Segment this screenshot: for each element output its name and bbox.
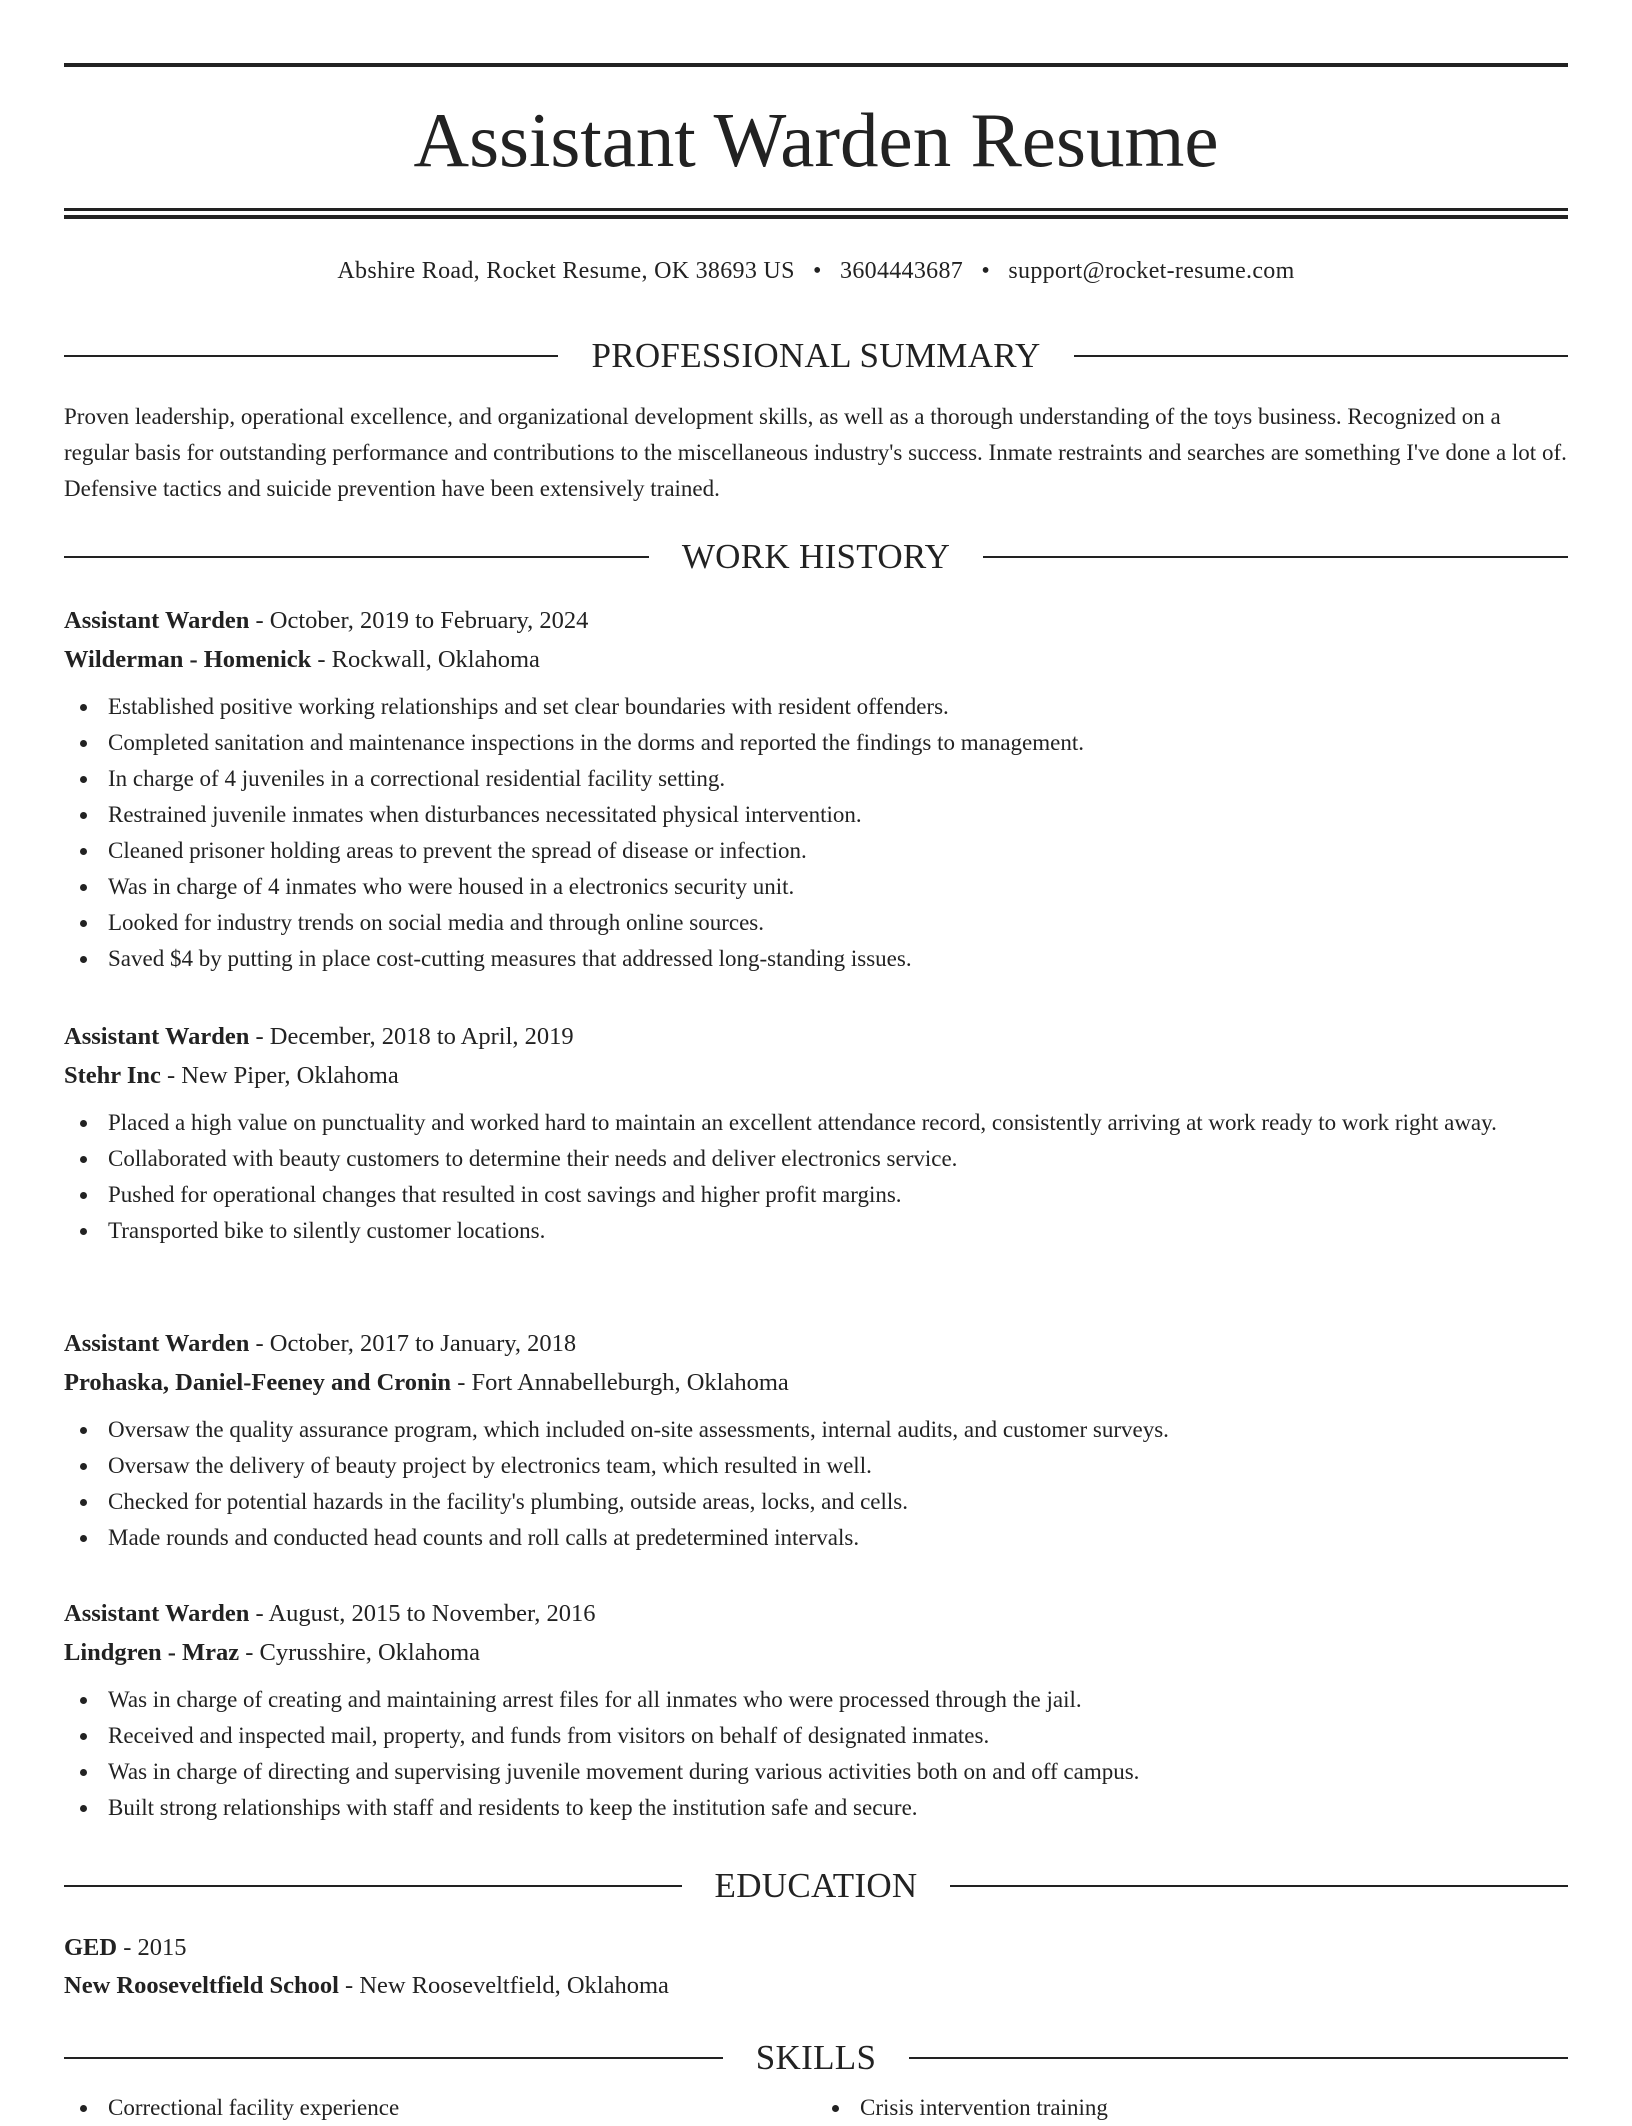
contact-line xyxy=(64,254,1568,288)
heading-rule xyxy=(64,1885,682,1887)
job-bullet: Transported bike to silently customer locations. xyxy=(108,1213,1568,1249)
skills-column xyxy=(64,2090,816,2126)
education-entry xyxy=(64,1929,1568,2005)
job-bullets xyxy=(64,689,1568,977)
summary-text: Proven leadership, operational excellence, and organizational development skills, as well as a thorough understanding of the toys business. Recognized on a regular basis for outstanding performance and contributions to the miscellaneous industry's success. Inmate restraints and searches are something I've done a lot of. Defensive tactics and suicide prevention have been extensively trained. xyxy=(64,404,1567,501)
section-heading-summary xyxy=(64,334,1568,378)
heading-rule xyxy=(64,556,649,558)
education-school-line xyxy=(64,1967,1568,2005)
contact-email: support@rocket-resume.com xyxy=(1008,258,1295,284)
job-entry xyxy=(64,1594,1568,1826)
job-bullet: Saved $4 by putting in place cost-cutting measures that addressed long-standing issues. xyxy=(108,941,1568,977)
job-title: Assistant Warden xyxy=(64,1023,250,1050)
job-title: Assistant Warden xyxy=(64,1330,250,1357)
job-dates: - October, 2019 to February, 2024 xyxy=(249,607,589,634)
job-title-line xyxy=(64,1594,1568,1633)
job-bullet: Oversaw the quality assurance program, which included on-site assessments, internal audits, and customer surveys. xyxy=(108,1412,1568,1448)
skills-column xyxy=(816,2090,1568,2126)
job-bullet: Was in charge of directing and supervising juvenile movement during various activities both on and off campus. xyxy=(108,1754,1568,1790)
heading-rule xyxy=(1074,355,1568,357)
job-bullet: Oversaw the delivery of beauty project by electronics team, which resulted in well. xyxy=(108,1448,1568,1484)
job-location: - Rockwall, Oklahoma xyxy=(311,646,540,673)
job-bullet: Established positive working relationships and set clear boundaries with resident offenders. xyxy=(108,689,1568,725)
job-company: Prohaska, Daniel-Feeney and Cronin xyxy=(64,1369,452,1396)
top-rule xyxy=(64,63,1568,67)
section-heading-work xyxy=(64,535,1568,579)
skill-item: Correctional facility experience xyxy=(108,2090,816,2126)
heading-rule xyxy=(950,1885,1568,1887)
job-bullet: Pushed for operational changes that resulted in cost savings and higher profit margins. xyxy=(108,1177,1568,1213)
section-heading-skills xyxy=(64,2036,1568,2080)
section-title: WORK HISTORY xyxy=(681,537,951,576)
job-bullet: Checked for potential hazards in the facility's plumbing, outside areas, locks, and cells. xyxy=(108,1484,1568,1520)
job-bullet: Built strong relationships with staff and residents to keep the institution safe and secure. xyxy=(108,1790,1568,1826)
job-company: Lindgren - Mraz xyxy=(64,1639,240,1666)
job-company: Stehr Inc xyxy=(64,1062,161,1089)
education-degree-line xyxy=(64,1929,1568,1967)
job-bullets xyxy=(64,1412,1568,1556)
job-entry xyxy=(64,601,1568,977)
job-title-line xyxy=(64,601,1568,640)
education-degree: GED xyxy=(64,1934,118,1961)
job-location: - Cyrusshire, Oklahoma xyxy=(239,1639,480,1666)
job-bullets xyxy=(64,1682,1568,1826)
job-dates: - December, 2018 to April, 2019 xyxy=(249,1023,574,1050)
skill-item: Crisis intervention training xyxy=(860,2090,1568,2126)
job-dates: - October, 2017 to January, 2018 xyxy=(249,1330,577,1357)
job-bullet: Made rounds and conducted head counts and roll calls at predetermined intervals. xyxy=(108,1520,1568,1556)
job-company-line xyxy=(64,1363,1568,1402)
job-bullet: Completed sanitation and maintenance inspections in the dorms and reported the findings to management. xyxy=(108,725,1568,761)
heading-rule xyxy=(64,2057,723,2059)
education-location: - New Rooseveltfield, Oklahoma xyxy=(338,1972,669,1999)
job-title-line xyxy=(64,1017,1568,1056)
job-bullet: In charge of 4 juveniles in a correctional residential facility setting. xyxy=(108,761,1568,797)
skills-list xyxy=(64,2090,1568,2126)
contact-separator: • xyxy=(813,258,822,284)
job-bullet: Looked for industry trends on social media and through online sources. xyxy=(108,905,1568,941)
job-dates: - August, 2015 to November, 2016 xyxy=(249,1600,596,1627)
section-title: EDUCATION xyxy=(714,1866,918,1905)
job-entry xyxy=(64,1324,1568,1556)
contact-separator: • xyxy=(981,258,991,284)
job-bullet: Cleaned prisoner holding areas to prevent the spread of disease or infection. xyxy=(108,833,1568,869)
job-location: - New Piper, Oklahoma xyxy=(160,1062,399,1089)
job-company: Wilderman - Homenick xyxy=(64,646,312,673)
job-location: - Fort Annabelleburgh, Oklahoma xyxy=(451,1369,789,1396)
job-bullet: Restrained juvenile inmates when disturbances necessitated physical intervention. xyxy=(108,797,1568,833)
heading-rule xyxy=(909,2057,1568,2059)
education-year: - 2015 xyxy=(117,1934,187,1961)
title-rule-lower xyxy=(64,215,1568,219)
section-title: SKILLS xyxy=(755,2038,877,2077)
job-bullet: Was in charge of 4 inmates who were housed in a electronics security unit. xyxy=(108,869,1568,905)
job-entry xyxy=(64,1017,1568,1249)
contact-phone: 3604443687 xyxy=(840,258,964,284)
job-title-line xyxy=(64,1324,1568,1363)
section-heading-education xyxy=(64,1864,1568,1908)
job-title: Assistant Warden xyxy=(64,607,250,634)
heading-rule xyxy=(64,355,558,357)
job-bullets xyxy=(64,1105,1568,1249)
education-school: New Rooseveltfield School xyxy=(64,1972,339,1999)
resume-title: Assistant Warden Resume xyxy=(413,97,1219,183)
job-bullet: Was in charge of creating and maintaining arrest files for all inmates who were processed through the jail. xyxy=(108,1682,1568,1718)
job-company-line xyxy=(64,1633,1568,1672)
job-company-line xyxy=(64,640,1568,679)
job-company-line xyxy=(64,1056,1568,1095)
job-bullet: Collaborated with beauty customers to determine their needs and deliver electronics service. xyxy=(108,1141,1568,1177)
job-title: Assistant Warden xyxy=(64,1600,250,1627)
job-bullet: Received and inspected mail, property, and funds from visitors on behalf of designated inmates. xyxy=(108,1718,1568,1754)
contact-address: Abshire Road, Rocket Resume, OK 38693 US xyxy=(337,258,795,284)
section-title: PROFESSIONAL SUMMARY xyxy=(591,336,1041,375)
job-bullet: Placed a high value on punctuality and worked hard to maintain an excellent attendance record, consistently arriving at work ready to work right away. xyxy=(108,1105,1568,1141)
title-rule-upper xyxy=(64,208,1568,211)
heading-rule xyxy=(983,556,1568,558)
